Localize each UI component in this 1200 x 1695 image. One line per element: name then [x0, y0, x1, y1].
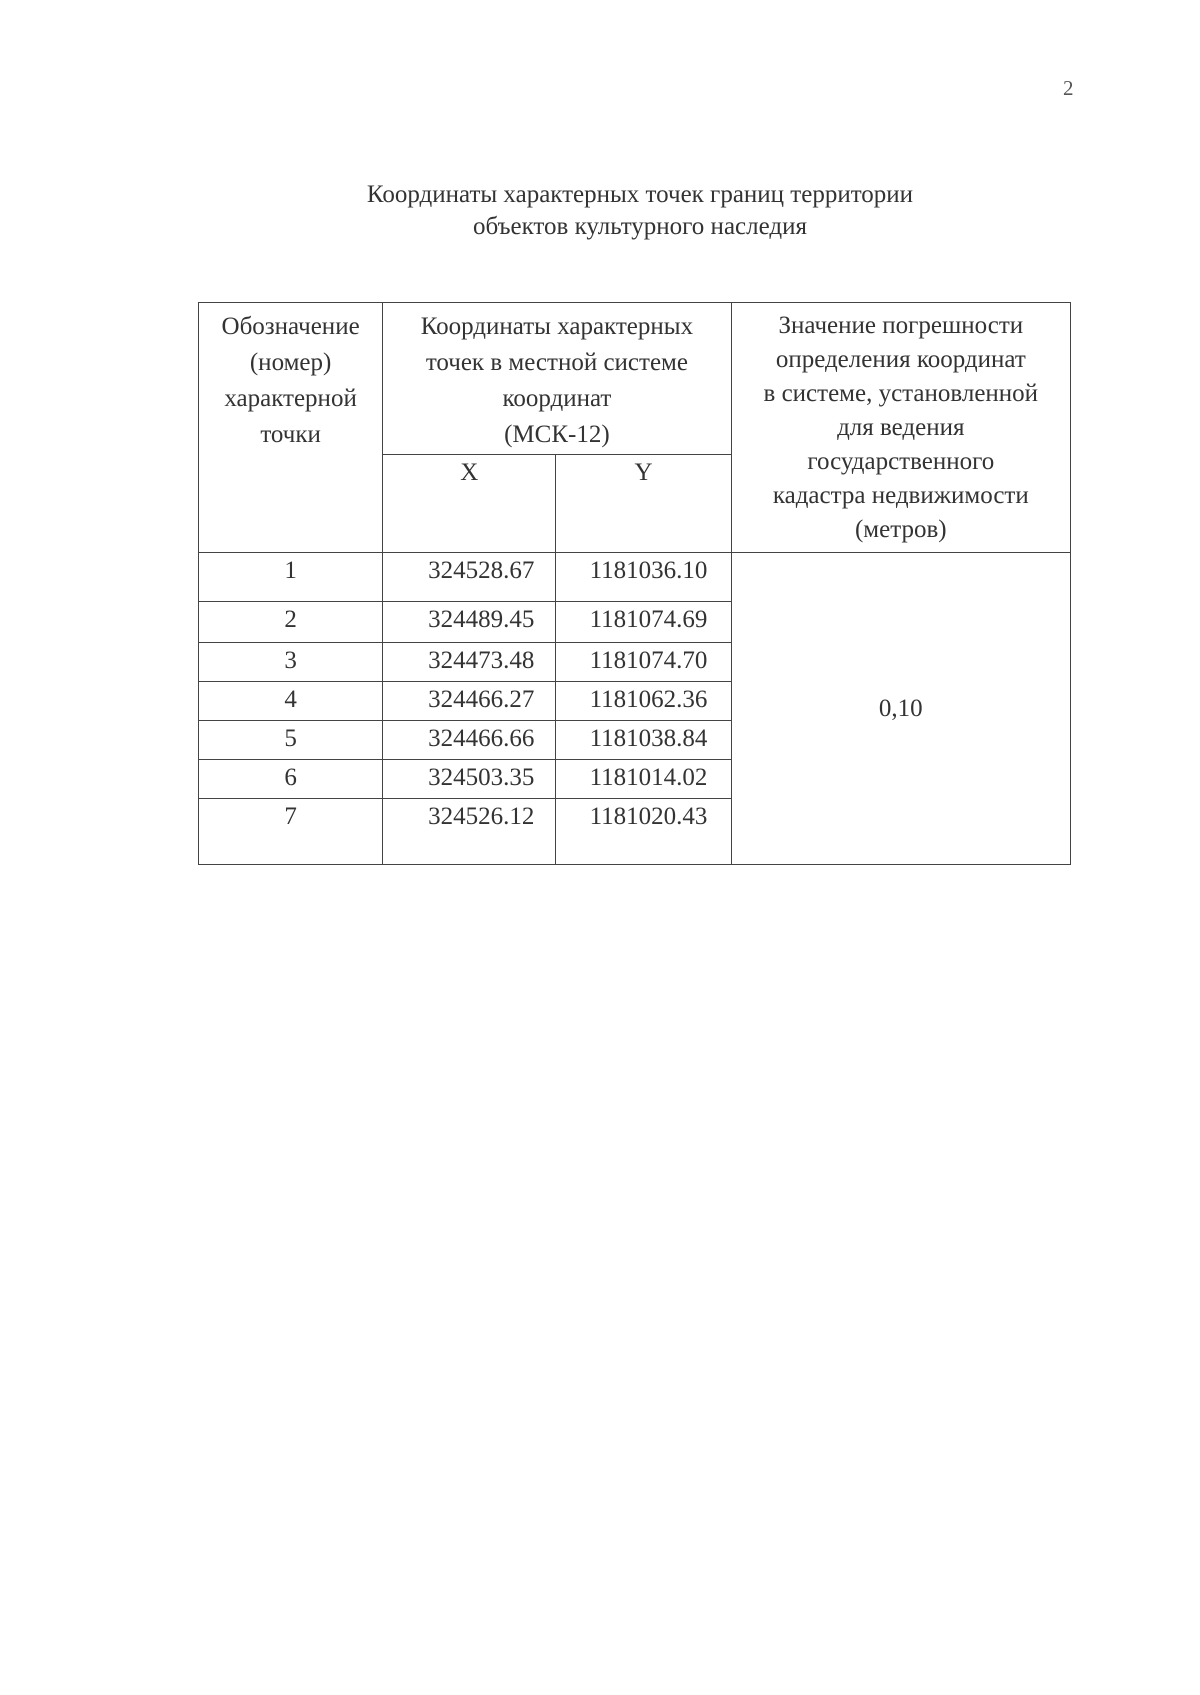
header-error-line: государственного — [807, 448, 995, 475]
point-number — [199, 760, 383, 799]
y-value-text: 1181036.10 — [589, 557, 708, 584]
point-number — [199, 553, 383, 602]
point-number-text: 5 — [284, 725, 297, 752]
x-value-text: 324466.27 — [428, 686, 535, 713]
point-number-text: 6 — [284, 764, 297, 791]
header-coordinates-line: координат — [502, 385, 612, 412]
y-value — [556, 760, 731, 799]
point-number-text: 7 — [284, 803, 297, 830]
x-value-text: 324503.35 — [428, 764, 535, 791]
x-value-text: 324489.45 — [428, 606, 535, 633]
y-value-text: 1181038.84 — [589, 725, 708, 752]
x-value — [383, 682, 556, 721]
header-error — [731, 303, 1070, 553]
table-row — [199, 553, 1071, 602]
page-number: 2 — [1063, 76, 1074, 100]
header-coordinates — [383, 303, 731, 455]
header-coordinates-line: точек в местной системе — [425, 349, 688, 376]
y-value-text: 1181014.02 — [589, 764, 708, 791]
title-line-1: Координаты характерных точек границ территории — [366, 181, 914, 208]
y-value — [556, 553, 731, 602]
error-value: 0,10 — [731, 553, 1070, 865]
y-value — [556, 643, 731, 682]
y-value — [556, 799, 731, 865]
header-designation-line: характерной — [224, 385, 357, 412]
header-designation — [199, 303, 383, 553]
header-coordinates-line: (МСК-12) — [504, 421, 610, 448]
x-value-text: 324528.67 — [428, 557, 535, 584]
header-designation-line: точки — [260, 421, 321, 448]
y-value — [556, 721, 731, 760]
point-number — [199, 721, 383, 760]
y-value-text: 1181020.43 — [589, 803, 708, 830]
x-value — [383, 553, 556, 602]
coordinates-table — [198, 302, 1071, 865]
x-value — [383, 799, 556, 865]
header-coordinates-line: Координаты характерных — [420, 313, 694, 340]
header-error-line: кадастра недвижимости — [772, 482, 1029, 509]
x-value — [383, 760, 556, 799]
y-value-text: 1181074.69 — [589, 606, 708, 633]
x-value-text: 324466.66 — [428, 725, 535, 752]
x-value-text: 324526.12 — [428, 803, 535, 830]
y-value — [556, 682, 731, 721]
point-number-text: 3 — [284, 647, 297, 674]
document-title — [0, 179, 1200, 243]
header-y: Y — [556, 455, 731, 553]
y-value — [556, 602, 731, 643]
point-number — [199, 602, 383, 643]
point-number-text: 2 — [284, 606, 297, 633]
table-header-row — [199, 303, 1071, 455]
header-error-line: Значение погрешности — [778, 312, 1024, 339]
point-number-text: 4 — [284, 686, 297, 713]
x-value — [383, 721, 556, 760]
y-value-text: 1181062.36 — [589, 686, 708, 713]
title-line-2: объектов культурного наследия — [473, 213, 807, 240]
x-value — [383, 643, 556, 682]
header-x: X — [383, 455, 556, 553]
header-error-line: определения координат — [775, 346, 1026, 373]
point-number — [199, 643, 383, 682]
point-number-text: 1 — [284, 557, 297, 584]
point-number — [199, 799, 383, 865]
header-designation-line: (номер) — [249, 349, 332, 376]
x-value-text: 324473.48 — [428, 647, 535, 674]
point-number — [199, 682, 383, 721]
header-error-line: в системе, установленной — [763, 380, 1039, 407]
header-error-line: (метров) — [854, 516, 947, 543]
header-error-line: для ведения — [837, 414, 965, 441]
x-value — [383, 602, 556, 643]
header-designation-line: Обозначение — [221, 313, 360, 340]
y-value-text: 1181074.70 — [589, 647, 708, 674]
